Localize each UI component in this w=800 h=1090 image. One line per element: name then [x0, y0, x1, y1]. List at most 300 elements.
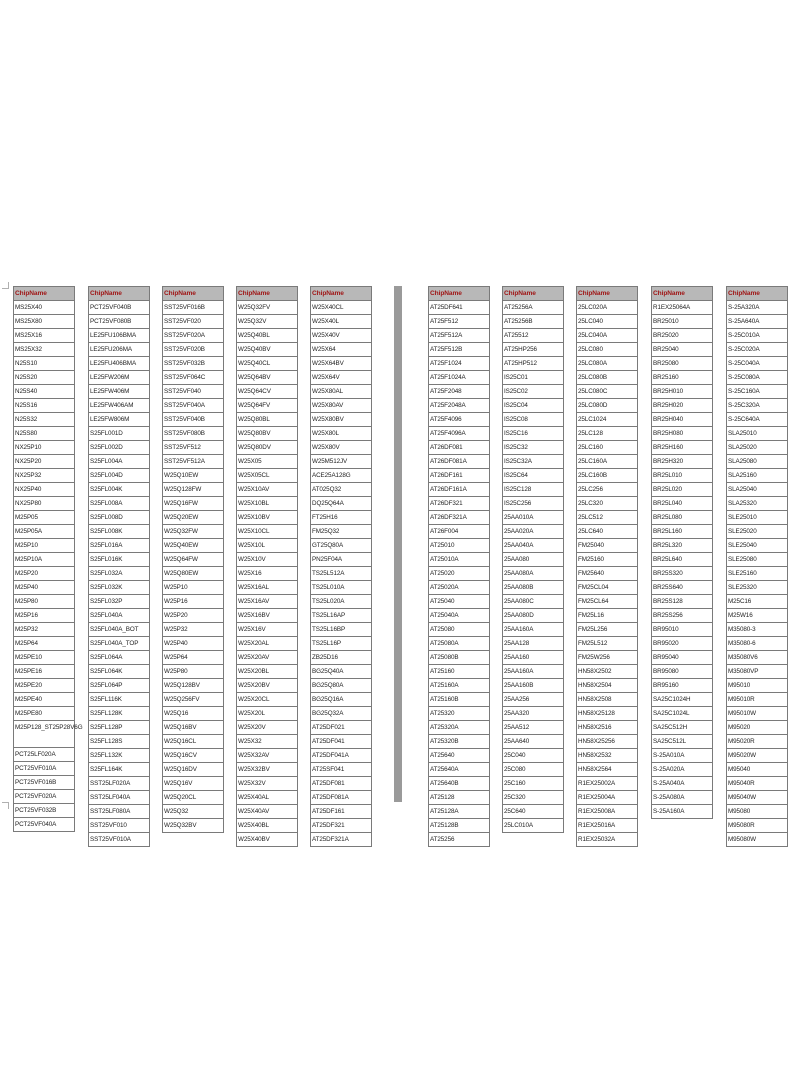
chip-name-cell: AT25040: [428, 595, 490, 609]
chip-name-cell: AT25640B: [428, 777, 490, 791]
chip-name-cell: W25Q32V: [236, 315, 298, 329]
chip-name-column: [726, 286, 788, 847]
chip-name-cell: S25FL004D: [88, 469, 150, 483]
chip-name-cell: W25Q32FW: [162, 525, 224, 539]
chip-name-cell: M95080: [726, 805, 788, 819]
chip-name-cell: R1EX25004A: [576, 791, 638, 805]
chip-name-cell: S25FL040A_TOP: [88, 637, 150, 651]
chip-name-cell: M95040W: [726, 791, 788, 805]
chip-name-cell: W25X05CL: [236, 469, 298, 483]
chip-name-cell: M95020: [726, 721, 788, 735]
chip-name-cell: BR25S640: [651, 581, 713, 595]
chip-name-cell: AT25080: [428, 623, 490, 637]
chip-name-cell: ACE25A128G: [310, 469, 372, 483]
chip-name-cell: AT025Q32: [310, 483, 372, 497]
column-header: ChipName: [651, 286, 713, 301]
chip-name-cell: W25X10L: [236, 539, 298, 553]
chip-name-cell: S-25C320A: [726, 399, 788, 413]
chip-name-cell: FM25CL04: [576, 581, 638, 595]
chip-name-cell: FM25L16: [576, 609, 638, 623]
chip-name-cell: BR25L640: [651, 553, 713, 567]
column-header: ChipName: [310, 286, 372, 301]
chip-name-cell: BR25H320: [651, 455, 713, 469]
chip-name-cell: 25LC160B: [576, 469, 638, 483]
chip-name-cell: PCT25VF032B: [13, 804, 75, 818]
chip-name-cell: S-25A320A: [726, 301, 788, 315]
chip-name-cell: M25P10A: [13, 553, 75, 567]
chip-name-cell: M95010: [726, 679, 788, 693]
right-page: [404, 286, 800, 843]
chip-name-cell: W25Q10EW: [162, 469, 224, 483]
chip-name-cell: 25AA640: [502, 735, 564, 749]
chip-name-cell: W25X20BL: [236, 665, 298, 679]
chip-name-column: [236, 286, 298, 847]
chip-name-cell: 25AA010A: [502, 511, 564, 525]
chip-name-cell: PCT25VF016B: [13, 776, 75, 790]
chip-name-cell: 25LC080D: [576, 399, 638, 413]
chip-name-cell: M95080R: [726, 819, 788, 833]
chip-name-cell: M35080VP: [726, 665, 788, 679]
chip-name-cell: M25P32: [13, 623, 75, 637]
chip-name-cell: M25PE40: [13, 693, 75, 707]
chip-name-cell: W25P32: [162, 623, 224, 637]
chip-name-cell: 25AA160A: [502, 623, 564, 637]
chip-name-cell: N25S80: [13, 427, 75, 441]
chip-name-cell: PCT25LF020A: [13, 748, 75, 762]
chip-name-cell: SST25VF020A: [162, 329, 224, 343]
column-header: ChipName: [13, 286, 75, 301]
chip-name-cell: W25Q80BL: [236, 413, 298, 427]
chip-name-cell: W25Q16CL: [162, 735, 224, 749]
chip-name-cell: HN58X2508: [576, 693, 638, 707]
chip-name-cell: 25LC010A: [502, 819, 564, 833]
chip-name-cell: 25C080: [502, 763, 564, 777]
chip-name-cell: N25S20: [13, 371, 75, 385]
chip-name-cell: SLA25160: [726, 469, 788, 483]
chip-name-cell: W25Q256FV: [162, 693, 224, 707]
chip-name-cell: S-25C640A: [726, 413, 788, 427]
chip-name-cell: BR25L010: [651, 469, 713, 483]
chip-name-cell: LE25FW406M: [88, 385, 150, 399]
chip-name-cell: S25FL032A: [88, 567, 150, 581]
chip-name-column: [428, 286, 490, 847]
chip-name-cell: AT25F2048: [428, 385, 490, 399]
chip-name-cell: 25C640: [502, 805, 564, 819]
chip-name-cell: R1EX25008A: [576, 805, 638, 819]
chip-name-cell: W25X16: [236, 567, 298, 581]
chip-name-cell: BR25S320: [651, 567, 713, 581]
chip-name-cell: SLA25320: [726, 497, 788, 511]
chip-name-cell: W25X20BV: [236, 679, 298, 693]
chip-name-cell: M95080W: [726, 833, 788, 847]
left-page: [0, 286, 392, 843]
chip-name-column: [651, 286, 713, 819]
chip-name-cell: FM25CL64: [576, 595, 638, 609]
chip-name-cell: 25AA160B: [502, 679, 564, 693]
chip-name-cell: LE25FW206M: [88, 371, 150, 385]
chip-name-cell: W25X20L: [236, 707, 298, 721]
chip-name-cell: W25X40V: [310, 329, 372, 343]
chip-name-cell: AT25160B: [428, 693, 490, 707]
chip-name-cell: W25X16AV: [236, 595, 298, 609]
chip-name-cell: W25Q16V: [162, 777, 224, 791]
chip-name-cell: 25AA320: [502, 707, 564, 721]
chip-name-cell: W25X10V: [236, 553, 298, 567]
chip-name-cell: W25X10BV: [236, 511, 298, 525]
chip-name-cell: M25PE16: [13, 665, 75, 679]
chip-name-cell: M25P64: [13, 637, 75, 651]
chip-name-cell: W25X32AV: [236, 749, 298, 763]
chip-name-cell: BR25L020: [651, 483, 713, 497]
chip-name-column: [13, 286, 83, 832]
page-corner-mark: [2, 802, 9, 809]
chip-name-cell: SA25C512L: [651, 735, 713, 749]
chip-name-cell: M25C16: [726, 595, 788, 609]
chip-name-cell: AT26DF161: [428, 469, 490, 483]
chip-name-cell: W25X40CL: [310, 301, 372, 315]
chip-name-cell: NX25P80: [13, 497, 75, 511]
chip-name-cell: AT25F512: [428, 315, 490, 329]
chip-name-cell: SST25VF512: [162, 441, 224, 455]
chip-name-cell: W25X80L: [310, 427, 372, 441]
chip-name-cell: SST25VF040: [162, 385, 224, 399]
chip-name-cell: 25LC080B: [576, 371, 638, 385]
chip-name-cell: W25Q128BV: [162, 679, 224, 693]
chip-name-cell: BR25010: [651, 315, 713, 329]
chip-name-cell: BR95010: [651, 623, 713, 637]
chip-name-cell: 25AA080: [502, 553, 564, 567]
chip-name-cell: S-25C160A: [726, 385, 788, 399]
chip-name-cell: 25LC640: [576, 525, 638, 539]
chip-name-cell: S25FL004K: [88, 483, 150, 497]
chip-name-cell: W25X64BV: [310, 357, 372, 371]
chip-name-cell: BR25H080: [651, 427, 713, 441]
chip-name-cell: W25X16BV: [236, 609, 298, 623]
chip-name-cell: PCT25VF040A: [13, 818, 75, 832]
chip-name-cell: AT26DF321: [428, 497, 490, 511]
chip-name-cell: AT25HP256: [502, 343, 564, 357]
chip-name-cell: AT26DF161A: [428, 483, 490, 497]
chip-name-cell: W25X40L: [310, 315, 372, 329]
chip-name-cell: NX25P40: [13, 483, 75, 497]
chip-name-cell: W25X64: [310, 343, 372, 357]
chip-name-cell: W25X20AL: [236, 637, 298, 651]
chip-name-cell: S25FL064A: [88, 651, 150, 665]
chip-name-cell: W25Q64CV: [236, 385, 298, 399]
chip-name-cell: AT25128B: [428, 819, 490, 833]
chip-name-cell: SLA25040: [726, 483, 788, 497]
chip-name-cell: BR25L320: [651, 539, 713, 553]
chip-name-cell: SST25VF032B: [162, 357, 224, 371]
chip-name-cell: W25P80: [162, 665, 224, 679]
chip-name-cell: AT25DF021: [310, 721, 372, 735]
chip-name-cell: W25P10: [162, 581, 224, 595]
chip-name-cell: AT25020: [428, 567, 490, 581]
chip-name-cell: W25X16AL: [236, 581, 298, 595]
chip-name-cell: SLA25080: [726, 455, 788, 469]
chip-name-cell: BR25H040: [651, 413, 713, 427]
chip-name-cell: BR95020: [651, 637, 713, 651]
chip-name-cell: W25Q40CL: [236, 357, 298, 371]
chip-name-cell: W25M512JV: [310, 455, 372, 469]
chip-name-cell: W25X32BV: [236, 763, 298, 777]
chip-name-cell: BR25H020: [651, 399, 713, 413]
chip-name-cell: AT25020A: [428, 581, 490, 595]
chip-name-cell: IS25C02: [502, 385, 564, 399]
chip-name-cell: TS25L020A: [310, 595, 372, 609]
chip-name-cell: PN25F04A: [310, 553, 372, 567]
column-header: ChipName: [88, 286, 150, 301]
chip-name-cell: W25X40BV: [236, 833, 298, 847]
chip-name-cell: AT26DF081: [428, 441, 490, 455]
chip-name-cell: LE25FU406BMA: [88, 357, 150, 371]
chip-name-cell: PCT25VF020A: [13, 790, 75, 804]
chip-name-cell: BR25H010: [651, 385, 713, 399]
chip-name-cell: 25LC080: [576, 343, 638, 357]
column-header: ChipName: [726, 286, 788, 301]
chip-name-cell: AT25DF321A: [310, 833, 372, 847]
chip-name-cell: W25X80BV: [310, 413, 372, 427]
chip-name-cell: AT26DF081A: [428, 455, 490, 469]
chip-name-cell: AT25080A: [428, 637, 490, 651]
chip-name-cell: SLE25320: [726, 581, 788, 595]
chip-name-cell: W25Q40EW: [162, 539, 224, 553]
chip-name-cell: AT25256A: [502, 301, 564, 315]
chip-name-cell: BR25S256: [651, 609, 713, 623]
chip-name-cell: W25X10BL: [236, 497, 298, 511]
chip-name-cell: W25X80AV: [310, 399, 372, 413]
chip-name-cell: SST25VF040B: [162, 413, 224, 427]
chip-name-cell: W25Q32BV: [162, 819, 224, 833]
chip-name-cell: FM25L256: [576, 623, 638, 637]
chip-name-cell: AT25320B: [428, 735, 490, 749]
chip-name-cell: W25Q20CL: [162, 791, 224, 805]
chip-name-cell: BR25020: [651, 329, 713, 343]
chip-name-column: [162, 286, 224, 833]
chip-name-cell: MS25X40: [13, 301, 75, 315]
chip-name-cell: S-25A020A: [651, 763, 713, 777]
chip-name-cell: SLE25040: [726, 539, 788, 553]
chip-name-cell: W25X40AV: [236, 805, 298, 819]
chip-name-cell: W25P16: [162, 595, 224, 609]
chip-name-column: [310, 286, 372, 847]
chip-name-cell: AT25256B: [502, 315, 564, 329]
chip-name-cell: FM25L512: [576, 637, 638, 651]
chip-name-cell: W25Q64FW: [162, 553, 224, 567]
chip-name-cell: 25AA512: [502, 721, 564, 735]
chip-name-cell: M95040R: [726, 777, 788, 791]
chip-name-cell: M95020R: [726, 735, 788, 749]
chip-name-cell: 25C040: [502, 749, 564, 763]
chip-name-cell: S25FL032P: [88, 595, 150, 609]
chip-name-cell: AT25F1024A: [428, 371, 490, 385]
chip-name-cell: S25FL001D: [88, 427, 150, 441]
chip-name-cell: 25AA080B: [502, 581, 564, 595]
chip-name-cell: 25LC080A: [576, 357, 638, 371]
chip-name-cell: W25X40BL: [236, 819, 298, 833]
chip-name-cell: AT25HP512: [502, 357, 564, 371]
chip-name-cell: M25P10: [13, 539, 75, 553]
chip-name-cell: IS25C256: [502, 497, 564, 511]
chip-name-cell: FM25160: [576, 553, 638, 567]
chip-name-cell: 25AA128: [502, 637, 564, 651]
chip-name-cell: AT25DF081: [310, 777, 372, 791]
chip-name-cell: 25LC020A: [576, 301, 638, 315]
chip-name-cell: W25Q64BV: [236, 371, 298, 385]
chip-name-cell: TS25L512A: [310, 567, 372, 581]
chip-name-cell: AT25128: [428, 791, 490, 805]
chip-name-cell: N25S32: [13, 413, 75, 427]
chip-name-cell: SST25VF010: [88, 819, 150, 833]
chip-name-cell: S25FL040A: [88, 609, 150, 623]
chip-name-cell: TS25L16AP: [310, 609, 372, 623]
chip-name-cell: HN58X25128: [576, 707, 638, 721]
chip-name-cell: 25LC040A: [576, 329, 638, 343]
chip-name-cell: AT25DF161: [310, 805, 372, 819]
chip-name-cell: W25P20: [162, 609, 224, 623]
chip-name-cell: IS25C128: [502, 483, 564, 497]
chip-name-cell: PCT25VF080B: [88, 315, 150, 329]
chip-name-cell: SLE25020: [726, 525, 788, 539]
chip-name-cell: W25Q128FW: [162, 483, 224, 497]
chip-name-cell: W25X16V: [236, 623, 298, 637]
chip-name-cell: W25P64: [162, 651, 224, 665]
chip-name-cell: LE25FU206MA: [88, 343, 150, 357]
chip-name-cell: HN58X2502: [576, 665, 638, 679]
chip-name-cell: BR25L040: [651, 497, 713, 511]
chip-name-cell: NX25P32: [13, 469, 75, 483]
chip-name-cell: BR25L080: [651, 511, 713, 525]
chip-name-cell: 25AA080A: [502, 567, 564, 581]
chip-name-cell: BG25Q32A: [310, 707, 372, 721]
chip-name-cell: AT25SF041: [310, 763, 372, 777]
chip-name-cell: SA25C512H: [651, 721, 713, 735]
chip-name-cell: SST25VF040A: [162, 399, 224, 413]
chip-name-cell: S25FL016K: [88, 553, 150, 567]
chip-name-cell: S-25A010A: [651, 749, 713, 763]
column-header: ChipName: [236, 286, 298, 301]
chip-name-cell: TS25L16P: [310, 637, 372, 651]
chip-name-cell: PCT25VF010A: [13, 762, 75, 776]
chip-name-cell: HN58X2532: [576, 749, 638, 763]
chip-name-cell: M25P128_ST25P28V6G: [13, 721, 75, 748]
chip-name-cell: S25FL064P: [88, 679, 150, 693]
chip-name-cell: S-25C020A: [726, 343, 788, 357]
chip-name-cell: SLE25010: [726, 511, 788, 525]
chip-name-cell: S25FL008A: [88, 497, 150, 511]
chip-name-cell: AT25320: [428, 707, 490, 721]
chip-name-cell: 25LC512: [576, 511, 638, 525]
chip-name-cell: W25Q64FV: [236, 399, 298, 413]
chip-name-cell: LE25FU106BMA: [88, 329, 150, 343]
chip-name-cell: 25LC128: [576, 427, 638, 441]
chip-name-cell: S25FL008D: [88, 511, 150, 525]
chip-name-cell: AT25256: [428, 833, 490, 847]
chip-name-cell: W25Q16BV: [162, 721, 224, 735]
chip-name-cell: W25X20V: [236, 721, 298, 735]
chip-name-cell: M25PE10: [13, 651, 75, 665]
chip-name-cell: M95010W: [726, 707, 788, 721]
chip-name-cell: N25S16: [13, 399, 75, 413]
chip-name-cell: BG25Q40A: [310, 665, 372, 679]
chip-name-cell: S25FL128K: [88, 707, 150, 721]
chip-name-cell: AT25DF081A: [310, 791, 372, 805]
chip-name-cell: SA25C1024L: [651, 707, 713, 721]
chip-name-cell: FM25W256: [576, 651, 638, 665]
chip-name-cell: W25X64V: [310, 371, 372, 385]
chip-name-cell: 25AA160A: [502, 665, 564, 679]
chip-name-cell: AT26DF321A: [428, 511, 490, 525]
chip-name-cell: AT25F4096: [428, 413, 490, 427]
chip-name-cell: AT25640A: [428, 763, 490, 777]
chip-name-cell: S25FL040A_BOT: [88, 623, 150, 637]
chip-name-cell: 25AA256: [502, 693, 564, 707]
chip-name-cell: M25P05A: [13, 525, 75, 539]
chip-name-cell: DQ25Q64A: [310, 497, 372, 511]
chip-name-cell: MS25X80: [13, 315, 75, 329]
chip-name-cell: W25Q32: [162, 805, 224, 819]
chip-name-cell: S-25A640A: [726, 315, 788, 329]
chip-name-cell: W25Q80EW: [162, 567, 224, 581]
chip-name-cell: AT25320A: [428, 721, 490, 735]
chip-name-cell: BG25Q16A: [310, 693, 372, 707]
chip-name-cell: SST25VF020B: [162, 343, 224, 357]
chip-name-cell: W25Q20EW: [162, 511, 224, 525]
chip-name-cell: 25LC080C: [576, 385, 638, 399]
chip-name-cell: AT25010A: [428, 553, 490, 567]
chip-name-cell: NX25P10: [13, 441, 75, 455]
chip-name-cell: MS25X16: [13, 329, 75, 343]
chip-name-cell: AT25080B: [428, 651, 490, 665]
chip-name-cell: S-25C010A: [726, 329, 788, 343]
chip-name-cell: M95020W: [726, 749, 788, 763]
chip-name-cell: S25FL128P: [88, 721, 150, 735]
chip-name-cell: 25LC160A: [576, 455, 638, 469]
chip-name-cell: N25S10: [13, 357, 75, 371]
chip-name-cell: SLA25010: [726, 427, 788, 441]
chip-name-column: [502, 286, 564, 833]
chip-name-cell: BR95160: [651, 679, 713, 693]
chip-name-cell: 25LC040: [576, 315, 638, 329]
chip-name-cell: 25LC1024: [576, 413, 638, 427]
chip-name-cell: M25P05: [13, 511, 75, 525]
chip-name-cell: M25P40: [13, 581, 75, 595]
chip-name-cell: M95040: [726, 763, 788, 777]
chip-name-cell: AT25128A: [428, 805, 490, 819]
chip-name-cell: BR25160: [651, 371, 713, 385]
chip-name-cell: AT25160A: [428, 679, 490, 693]
chip-name-cell: W25Q16: [162, 707, 224, 721]
chip-name-cell: HN58X2564: [576, 763, 638, 777]
chip-name-cell: W25Q16DV: [162, 763, 224, 777]
chip-name-cell: S-25C040A: [726, 357, 788, 371]
chip-name-cell: AT25010: [428, 539, 490, 553]
chip-name-cell: SST25LF080A: [88, 805, 150, 819]
chip-name-cell: BR95040: [651, 651, 713, 665]
chip-name-cell: TS25L16BP: [310, 623, 372, 637]
chip-name-cell: W25X10CL: [236, 525, 298, 539]
chip-name-cell: S-25A160A: [651, 805, 713, 819]
chip-name-column: [576, 286, 638, 847]
chip-name-cell: M35080V6: [726, 651, 788, 665]
chip-name-cell: M35080-3: [726, 623, 788, 637]
chip-name-cell: R1EX25002A: [576, 777, 638, 791]
chip-name-cell: W25X80V: [310, 441, 372, 455]
chip-name-cell: FM25040: [576, 539, 638, 553]
chip-name-cell: FT25H16: [310, 511, 372, 525]
chip-name-cell: W25Q80DV: [236, 441, 298, 455]
chip-name-cell: M25P20: [13, 567, 75, 581]
